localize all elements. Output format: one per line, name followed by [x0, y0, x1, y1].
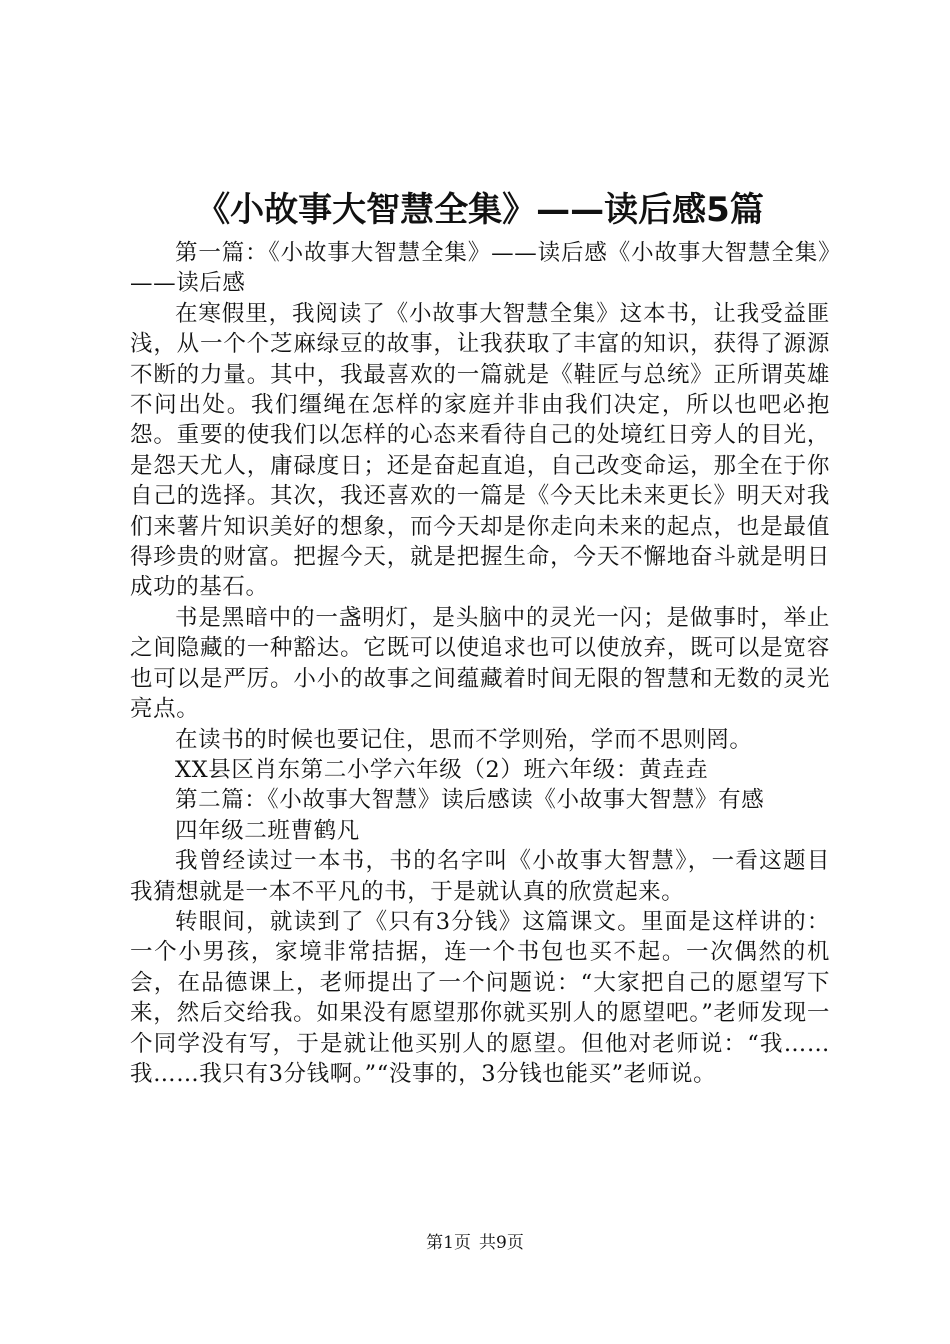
document-body — [130, 238, 830, 1089]
paragraph: 书是黑暗中的一盏明灯，是头脑中的灵光一闪；是做事时，举止之间隐藏的一种豁达。它既可以使追求也可以使放弃，既可以是宽容也可以是严厉。小小的故事之间蕴藏着时间无限的智慧和无数的灵光亮点。 — [130, 604, 830, 723]
paragraph: 四年级二班曹鹤凡 — [175, 817, 360, 844]
paragraph: XX县区肖东第二小学六年级（2）班六年级：黄垚垚 — [175, 756, 709, 783]
paragraph: 第一篇：《小故事大智慧全集》——读后感《小故事大智慧全集》——读后感 — [130, 240, 830, 297]
document-title: 《小故事大智慧全集》——读后感5篇 — [196, 190, 764, 230]
paragraph: 转眼间，就读到了《只有3分钱》这篇课文。里面是这样讲的：一个小男孩，家境非常拮据，连一个书包也买不起。一次偶然的机会，在品德课上，老师提出了一个问题说：“大家把自己的愿望写下来，然后交给我。如果没有愿望那你就买别人的愿望吧。”老师发现一个同学没有写，于是就让他买别人的愿望。但他对老师说：“我……我……我只有3分钱啊。”“没事的，3分钱也能买”老师说。 — [130, 908, 830, 1087]
paragraph: 在寒假里，我阅读了《小故事大智慧全集》这本书，让我受益匪浅，从一个个芝麻绿豆的故事，让我获取了丰富的知识，获得了源源不断的力量。其中，我最喜欢的一篇就是《鞋匠与总统》正所谓英雄不问出处。我们缰绳在怎样的家庭并非由我们决定，所以也吧必抱怨。重要的使我们以怎样的心态来看待自己的处境红日旁人的目光，是怨天尤人，庸碌度日；还是奋起直追，自己改变命运，那全在于你自己的选择。其次，我还喜欢的一篇是《今天比未来更长》明天对我们来薯片知识美好的想象，而今天却是你走向未来的起点，也是最值得珍贵的财富。把握今天，就是把握生命，今天不懈地奋斗就是明日成功的基石。 — [130, 300, 830, 601]
paragraph: 我曾经读过一本书，书的名字叫《小故事大智慧》，一看这题目我猜想就是一本不平凡的书，于是就认真的欣赏起来。 — [130, 848, 830, 905]
paragraph: 第二篇：《小故事大智慧》读后感读《小故事大智慧》有感 — [175, 787, 765, 814]
page-total: 共9页 — [479, 1233, 524, 1253]
page-number: 第1页 — [426, 1233, 471, 1253]
paragraph: 在读书的时候也要记住，思而不学则殆，学而不思则罔。 — [175, 726, 753, 753]
page-footer — [0, 1232, 950, 1254]
